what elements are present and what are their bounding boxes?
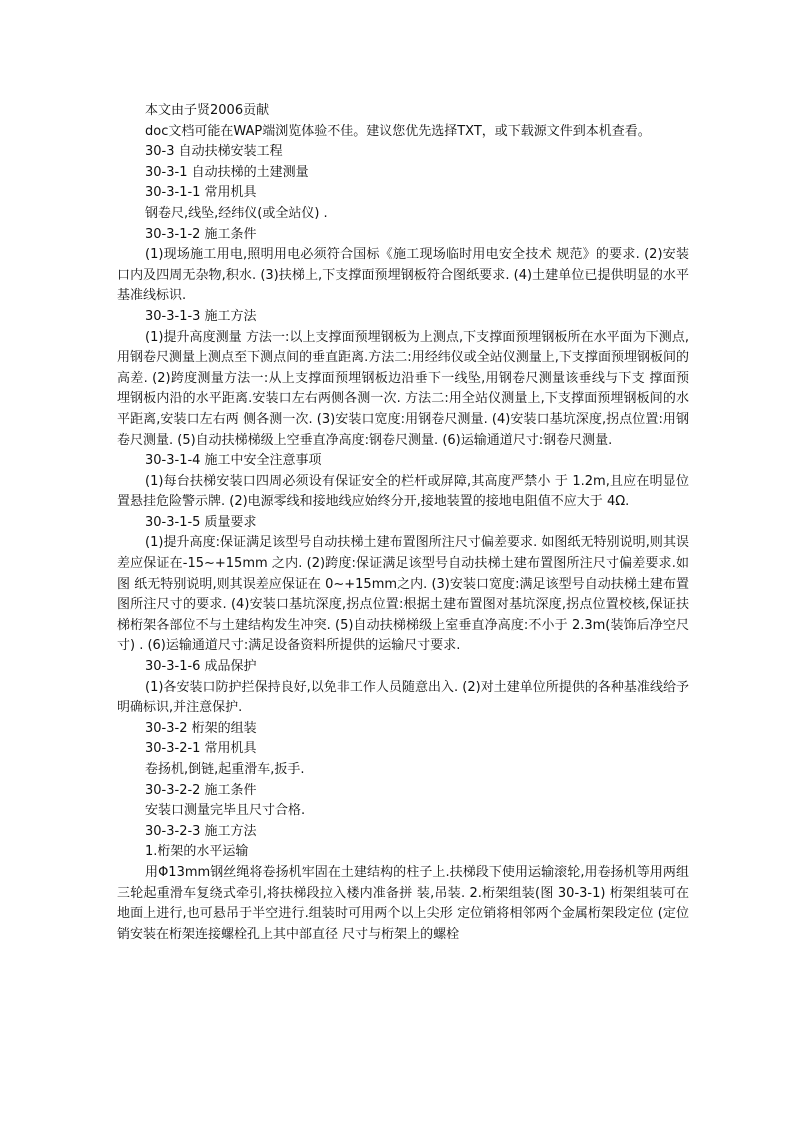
item-heading: 30-3-2-1 常用机具 bbox=[145, 741, 257, 757]
subsection-heading: 30-3-1 自动扶梯的土建测量 bbox=[145, 164, 309, 180]
contributor-line: 本文由子贤2006贡献 bbox=[145, 103, 270, 118]
item-heading: 30-3-1-3 施工方法 bbox=[145, 308, 257, 324]
paragraph-text: 用Φ13mm钢丝绳将卷扬机牢固在土建结构的柱子上.扶梯段下使用运输滚轮,用卷扬机等用两组三轮起重滑车复绕式牵引,将扶梯段拉入楼内准备拼 装,吊装. 2.桁架组装(图 30-3-1) 桁架组装可在地面上进行,也可悬吊于半空进行.组装时可用两个以上尖形 定位销将相邻两个金属桁架段定位 (定位销安装在桁架连接螺栓孔上其中部直径 尺寸与桁架上的螺栓 bbox=[117, 864, 689, 942]
item-heading: 30-3-1-5 质量要求 bbox=[145, 514, 257, 530]
paragraph-text: 卷扬机,倒链,起重滑车,扳手. bbox=[145, 762, 305, 777]
paragraph-text: 钢卷尺,线坠,经纬仪(或全站仪) . bbox=[145, 205, 328, 221]
item-heading: 30-3-1-1 常用机具 bbox=[145, 185, 257, 201]
section-heading: 30-3 自动扶梯安装工程 bbox=[145, 144, 283, 160]
paragraph-text: (1)每台扶梯安装口四周必须设有保证安全的栏杆或屏障,其高度严禁小 于 1.2m,且应在明显位置悬挂危险警示牌. (2)电源零线和接地线应始终分开,接地装置的接地电阻值不应大于 4Ω. bbox=[117, 473, 689, 510]
item-heading: 30-3-2-3 施工方法 bbox=[145, 823, 257, 839]
paragraph-text: (1)各安装口防护拦保持良好,以免非工作人员随意出入. (2)对土建单位所提供的各种基准线给予明确标识,并注意保护. bbox=[117, 679, 689, 716]
item-heading: 30-3-1-6 成品保护 bbox=[145, 659, 257, 675]
paragraph-text: 安装口测量完毕且尺寸合格. bbox=[145, 803, 306, 819]
subsection-heading: 30-3-2 桁架的组装 bbox=[145, 720, 257, 736]
document-body bbox=[117, 101, 689, 945]
paragraph-text: (1)提升高度测量 方法一:以上支撑面预埋钢板为上测点,下支撑面预埋钢板所在水平面为下测点,用钢卷尺测量上测点至下测点间的垂直距离.方法二:用经纬仪或全站仪测量上,下支撑面预埋钢板间的高差. (2)跨度测量方法一:从上支撑面预埋钢板边沿垂下一线坠,用钢卷尺测量该垂线与下支 撑面预埋钢板内沿的水平距离.安装口左右两侧各测一次. 方法二:用全站仪测量上,下支撑面预埋钢板间的水平距离,安装口左右两 侧各测一次. (3)安装口宽度:用钢卷尺测量. (4)安装口基坑深度,拐点位置:用钢卷尺测量. (5)自动扶梯梯级上空垂直净高度:钢卷尺测量. (6)运输通道尺寸:钢卷尺测量. bbox=[117, 329, 689, 448]
paragraph-text: (1)提升高度:保证满足该型号自动扶梯土建布置图所注尺寸偏差要求. 如图纸无特别说明,则其误差应保证在-15~+15mm 之内. (2)跨度:保证满足该型号自动扶梯土建布置图所注尺寸偏差要求.如图 纸无特别说明,则其误差应保证在 0~+15mm之内. (3)安装口宽度:满足该型号自动扶梯土建布置图所注尺寸的要求. (4)安装口基坑深度,拐点位置:根据土建布置图对基坑深度,拐点位置校核,保证扶梯桁架各部位不与土建结构发生冲突. (5)自动扶梯梯级上室垂直净高度:不小于 2.3m(装饰后净空尺寸) . (6)运输通道尺寸:满足设备资料所提供的运输尺寸要求. bbox=[117, 535, 689, 654]
item-heading: 30-3-1-2 施工条件 bbox=[145, 226, 257, 242]
paragraph-text: (1)现场施工用电,照明用电必须符合国标《施工现场临时用电安全技术 规范》的要求. (2)安装口内及四周无杂物,积水. (3)扶梯上,下支撑面预埋钢板符合图纸要求. (4)土建单位已提供明显的水平基准线标识. bbox=[117, 247, 689, 304]
paragraph-subtitle: 1.桁架的水平运输 bbox=[145, 844, 249, 860]
format-notice: doc文档可能在WAP端浏览体验不佳。建议您优先选择TXT，或下载源文件到本机查看。 bbox=[145, 123, 651, 139]
item-heading: 30-3-2-2 施工条件 bbox=[145, 782, 257, 798]
item-heading: 30-3-1-4 施工中安全注意事项 bbox=[145, 453, 322, 469]
